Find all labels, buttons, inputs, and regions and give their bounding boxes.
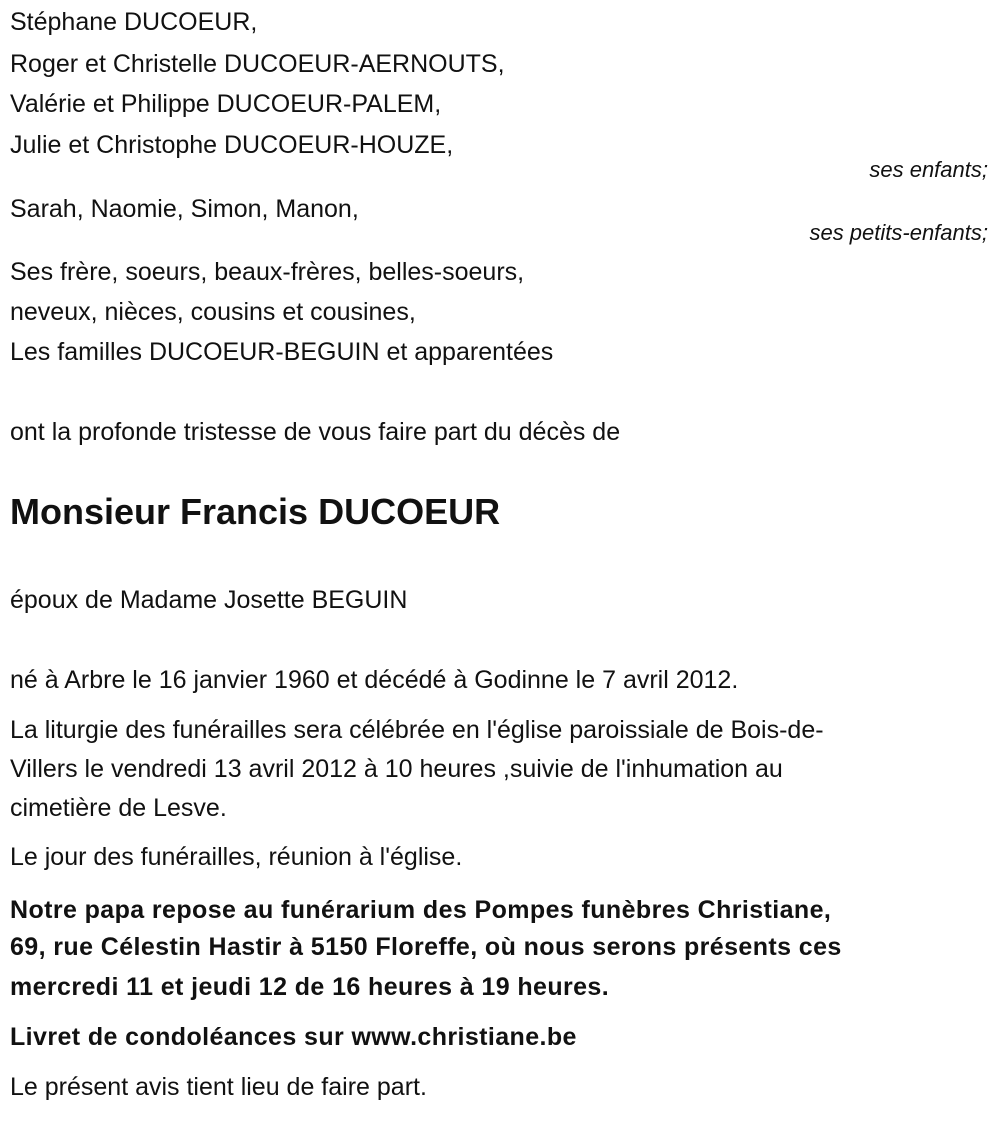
family-line: neveux, nièces, cousins et cousines,	[10, 298, 416, 326]
grandchildren: Sarah, Naomie, Simon, Manon,	[10, 195, 359, 223]
funerarium-line: mercredi 11 et jeudi 12 de 16 heures à 19 heures.	[10, 973, 610, 1001]
liturgy-line: cimetière de Lesve.	[10, 794, 227, 822]
liturgy-line: La liturgie des funérailles sera célébrée en l'église paroissiale de Bois-de-	[10, 716, 824, 744]
announcement: ont la profonde tristesse de vous faire part du décès de	[10, 418, 621, 446]
condolences-link[interactable]: Livret de condoléances sur www.christiane.be	[10, 1023, 577, 1051]
child-line: Stéphane DUCOEUR,	[10, 8, 258, 36]
child-line: Valérie et Philippe DUCOEUR-PALEM,	[10, 90, 442, 118]
child-line: Roger et Christelle DUCOEUR-AERNOUTS,	[10, 50, 505, 78]
reunion: Le jour des funérailles, réunion à l'église.	[10, 843, 463, 871]
deceased-name: Monsieur Francis DUCOEUR	[10, 491, 501, 532]
spouse: époux de Madame Josette BEGUIN	[10, 586, 408, 614]
grandchildren-label: ses petits-enfants;	[809, 220, 988, 245]
child-line: Julie et Christophe DUCOEUR-HOUZE,	[10, 131, 454, 159]
children-label: ses enfants;	[869, 157, 988, 182]
liturgy-line: Villers le vendredi 13 avril 2012 à 10 heures ,suivie de l'inhumation au	[10, 755, 783, 783]
closing: Le présent avis tient lieu de faire part.	[10, 1073, 427, 1101]
funerarium-line: Notre papa repose au funérarium des Pompes funèbres Christiane,	[10, 896, 832, 924]
funerarium-line: 69, rue Célestin Hastir à 5150 Floreffe, où nous serons présents ces	[10, 933, 842, 961]
family-line: Ses frère, soeurs, beaux-frères, belles-soeurs,	[10, 258, 525, 286]
family-line: Les familles DUCOEUR-BEGUIN et apparentées	[10, 338, 554, 366]
birth-death: né à Arbre le 16 janvier 1960 et décédé à Godinne le 7 avril 2012.	[10, 666, 739, 694]
